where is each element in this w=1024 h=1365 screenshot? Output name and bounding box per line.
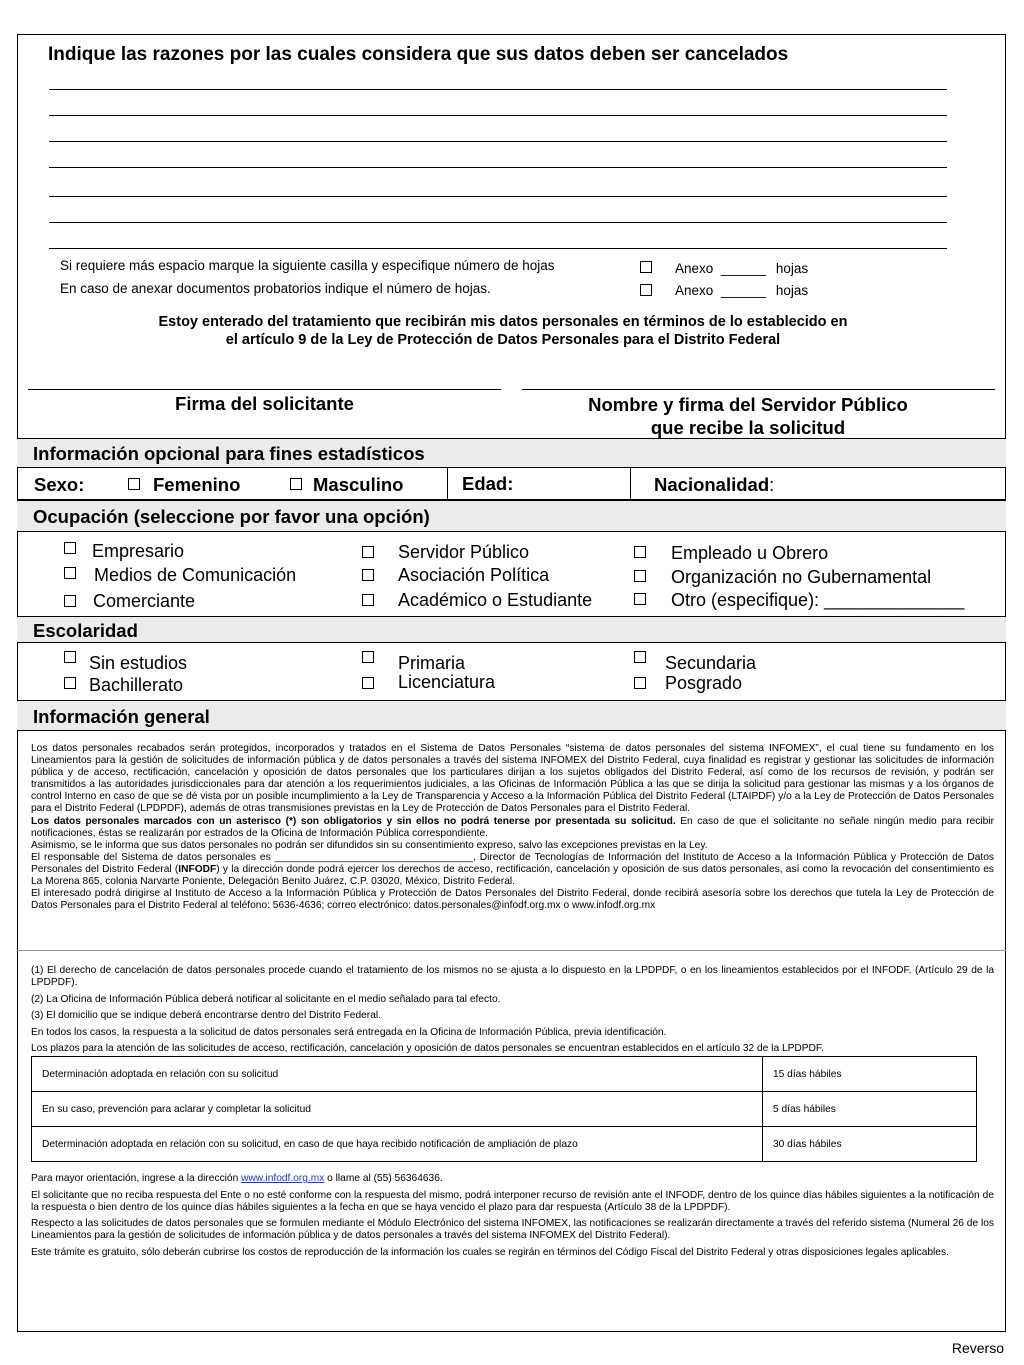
acknowledgement: Estoy enterado del tratamiento que recibirán mis datos personales en términos de lo establecido en el artículo 9 de la Ley de Protección de Datos Personales para el Distrito Federal (158, 314, 848, 348)
attach-docs-checkbox[interactable] (640, 284, 652, 296)
occ-comerciante-label: Comerciante (93, 591, 196, 611)
occ-empresario-checkbox[interactable] (64, 542, 76, 554)
esc-sin-estudios-label: Sin estudios (89, 653, 188, 673)
plazo-term: 5 días hábiles (763, 1092, 977, 1127)
plazo-label: Determinación adoptada en relación con su solicitud, en caso de que haya recibido notificación de ampliación de plazo (32, 1127, 763, 1162)
table-row (32, 1127, 977, 1162)
table-row (32, 1092, 977, 1127)
esc-bachillerato-checkbox[interactable] (64, 677, 76, 689)
more-space-checkbox[interactable] (640, 261, 652, 273)
esc-posgrado-label: Posgrado (665, 673, 743, 693)
general-info-text: Los datos personales recabados serán protegidos, incorporados y tratados en el Sistema de Datos Personales “sistema de datos personales del sistema INFOMEX”, el cual tiene su fundamento en los Lineamientos para la gestión de solicitudes de información pública y de datos personales a través del sistema INFOMEX del Distrito Federal, cuya finalidad es registrar y gestionar las solicitudes de información pública y de acceso, rectificación, cancelación y oposición de datos personales que los particulares dirijan a los sujetos obligados del Distrito Federal, así como de los recursos de revisión, y podrán ser transmitidos a las autoridades jurisdiccionales para dar atención a los requerimientos judiciales, a las Oficinas de Información Pública a las que se dirija la solicitud para gestionar las mismas y a los órganos de control Interno en caso de que se dé vista por un posible incumplimiento a la Ley de Transparencia y Acceso a la Información Pública del Distrito Federal (LTAIPDF) y/o a la Ley de Protección de Datos Personales para el Distrito Federal (LPDPDF), además de otras transmisiones previstas en la Ley de Protección de Datos Personales para el Distrito Federal. Los datos personales marcados con un asterisco (*) son obligatorios y sin ellos no podrá tenerse por presentada su solicitud. En caso de que el solicitante no señale ningún medio para recibir notificaciones, éstas se realizarán por estrados de la Oficina de Información Pública correspondiente. Asimismo, se le informa que sus datos personales no podrán ser difundidos sin su consentimiento expreso, salvo las excepciones previstas en la Ley. El responsable del Sistema de datos personales es ___________________________________, Director de Tecnologías de Información del Instituto de Acceso a la Información Pública y Protección de Datos Personales del Distrito Federal (INFODF) y la dirección donde podrá ejercer los derechos de acceso, rectificación, cancelación y oposición de sus datos personales, así como la revocación del consentimiento es La Morena 865, colonia Narvarte Poniente, Delegación Benito Juárez, C.P. 03020, México, Distrito Federal. El interesado podrá dirigirse al Instituto de Acceso a la Información Pública y Protección de Datos Personales del Distrito Federal, donde recibirá asesoría sobre los derechos que tutela la Ley de Protección de Datos Personales para el Distrito Federal al teléfono: 5636-4636; correo electrónico: datos.personales@infodf.org.mx o www.infodf.org.mx (31, 743, 995, 912)
divider (17, 950, 1006, 951)
plazos-table (31, 1056, 977, 1162)
occ-servidor-checkbox[interactable] (362, 546, 374, 558)
esc-licenciatura-label: Licenciatura (398, 672, 496, 692)
anexo-row-2: Anexo ______ hojas (675, 283, 809, 298)
notes: (1) El derecho de cancelación de datos personales procede cuando el tratamiento de los mismos no se ajusta a lo dispuesto en la LPDPDF, o en los lineamientos establecidos por el INFODF. (Artículo 29 de la LPDPDF). (2) La Oficina de Información Pública deberá notificar al solicitante en el medio señalado para tal efecto. (3) El domicilio que se indique deberá encontrarse dentro del Distrito Federal. En todos los casos, la respuesta a la solicitud de datos personales será entregada en la Oficina de Información Pública, previa identificación. Los plazos para la atención de las solicitudes de acceso, rectificación, cancelación y oposición de datos personales se encuentran establecidos en el artículo 32 de la LPDPDF. (31, 965, 994, 1055)
occ-empresario-label: Empresario (92, 541, 185, 561)
occ-ong-checkbox[interactable] (634, 570, 646, 582)
plazo-label: Determinación adoptada en relación con su solicitud (32, 1057, 763, 1092)
esc-bachillerato-label: Bachillerato (89, 675, 184, 695)
occ-empleado-checkbox[interactable] (634, 546, 646, 558)
occ-academico-checkbox[interactable] (362, 594, 374, 606)
official-signature-line[interactable] (522, 389, 995, 390)
occupation-section-header: Ocupación (seleccione por favor una opción) (17, 500, 1006, 532)
occ-otro-checkbox[interactable] (634, 593, 646, 605)
edad-field[interactable] (530, 470, 625, 498)
reasons-title: Indique las razones por las cuales considera que sus datos deben ser cancelados (48, 44, 789, 65)
edad-label: Edad: (462, 473, 514, 494)
table-row (32, 1057, 977, 1092)
stats-section-header: Información opcional para fines estadísticos (17, 438, 1006, 468)
occ-comerciante-checkbox[interactable] (64, 595, 76, 607)
esc-licenciatura-checkbox[interactable] (362, 677, 374, 689)
esc-secundaria-checkbox[interactable] (634, 651, 646, 663)
official-signature-label: Nombre y firma del Servidor Público que recibe la solicitud (588, 394, 908, 438)
occ-academico-label: Académico o Estudiante (398, 590, 593, 610)
esc-primaria-label: Primaria (398, 653, 466, 673)
reverso-label: Reverso (951, 1340, 1004, 1356)
general-section-header: Información general (17, 700, 1006, 731)
anexo-pages-field-1[interactable]: ______ (721, 261, 767, 276)
attach-docs-text: En caso de anexar documentos probatorios indique el número de hojas. (60, 281, 491, 296)
occ-ong-label: Organización no Gubernamental (671, 567, 932, 587)
sexo-label: Sexo: (34, 474, 85, 495)
occ-asociacion-checkbox[interactable] (362, 569, 374, 581)
more-space-text: Si requiere más espacio marque la siguiente casilla y especifique número de hojas (60, 258, 555, 273)
occ-otro-label[interactable]: Otro (especifique): ______________ (671, 590, 965, 610)
esc-secundaria-label: Secundaria (665, 653, 757, 673)
nacionalidad-label: Nacionalidad (654, 474, 770, 495)
occ-servidor-label: Servidor Público (398, 542, 530, 562)
schooling-section-header: Escolaridad (17, 616, 1006, 643)
footer-notes: Para mayor orientación, ingrese a la dirección www.infodf.org.mx o llame al (55) 56364636. El solicitante que no reciba respuesta del Ente o no esté conforme con la respuesta del mismo, podrá interponer recurso de revisión ante el INFODF, dentro de los quince días hábiles siguientes a la notificación de la respuesta o bien dentro de los quince días hábiles siguientes a la fecha en que se haya vencido el plazo para dar respuesta (Artículo 38 de la LPDPDF). Respecto a las solicitudes de datos personales que se formulen mediante el Módulo Electrónico del sistema INFOMEX, las notificaciones se realizarán directamente a través del referido sistema (Numeral 26 de los Lineamientos para la gestión de solicitudes de información pública y de datos personales a través del sistema INFOMEX del Distrito Federal). Este trámite es gratuito, sólo deberán cubrirse los costos de reproducción de la información los cuales se regirán en términos del Código Fiscal del Distrito Federal y otras disposiciones legales aplicables. (31, 1173, 994, 1258)
occ-asociacion-label: Asociación Política (398, 565, 550, 585)
plazo-label: En su caso, prevención para aclarar y completar la solicitud (32, 1092, 763, 1127)
esc-sin-estudios-checkbox[interactable] (64, 651, 76, 663)
applicant-signature-line[interactable] (28, 389, 501, 390)
plazo-term: 30 días hábiles (763, 1127, 977, 1162)
occ-medios-label: Medios de Comunicación (94, 565, 297, 585)
plazo-term: 15 días hábiles (763, 1057, 977, 1092)
masculino-checkbox[interactable] (290, 478, 302, 490)
occ-empleado-label: Empleado u Obrero (671, 543, 829, 563)
esc-primaria-checkbox[interactable] (362, 651, 374, 663)
infodf-link[interactable]: www.infodf.org.mx (241, 1173, 325, 1184)
applicant-signature-label: Firma del solicitante (175, 393, 354, 414)
femenino-checkbox[interactable] (128, 478, 140, 490)
occ-medios-checkbox[interactable] (64, 567, 76, 579)
esc-posgrado-checkbox[interactable] (634, 677, 646, 689)
nacionalidad-field[interactable]: Nacionalidad: (654, 474, 775, 495)
anexo-row-1: Anexo ______ hojas (675, 261, 809, 276)
masculino-label: Masculino (313, 474, 404, 495)
anexo-pages-field-2[interactable]: ______ (721, 283, 767, 298)
femenino-label: Femenino (153, 474, 241, 495)
